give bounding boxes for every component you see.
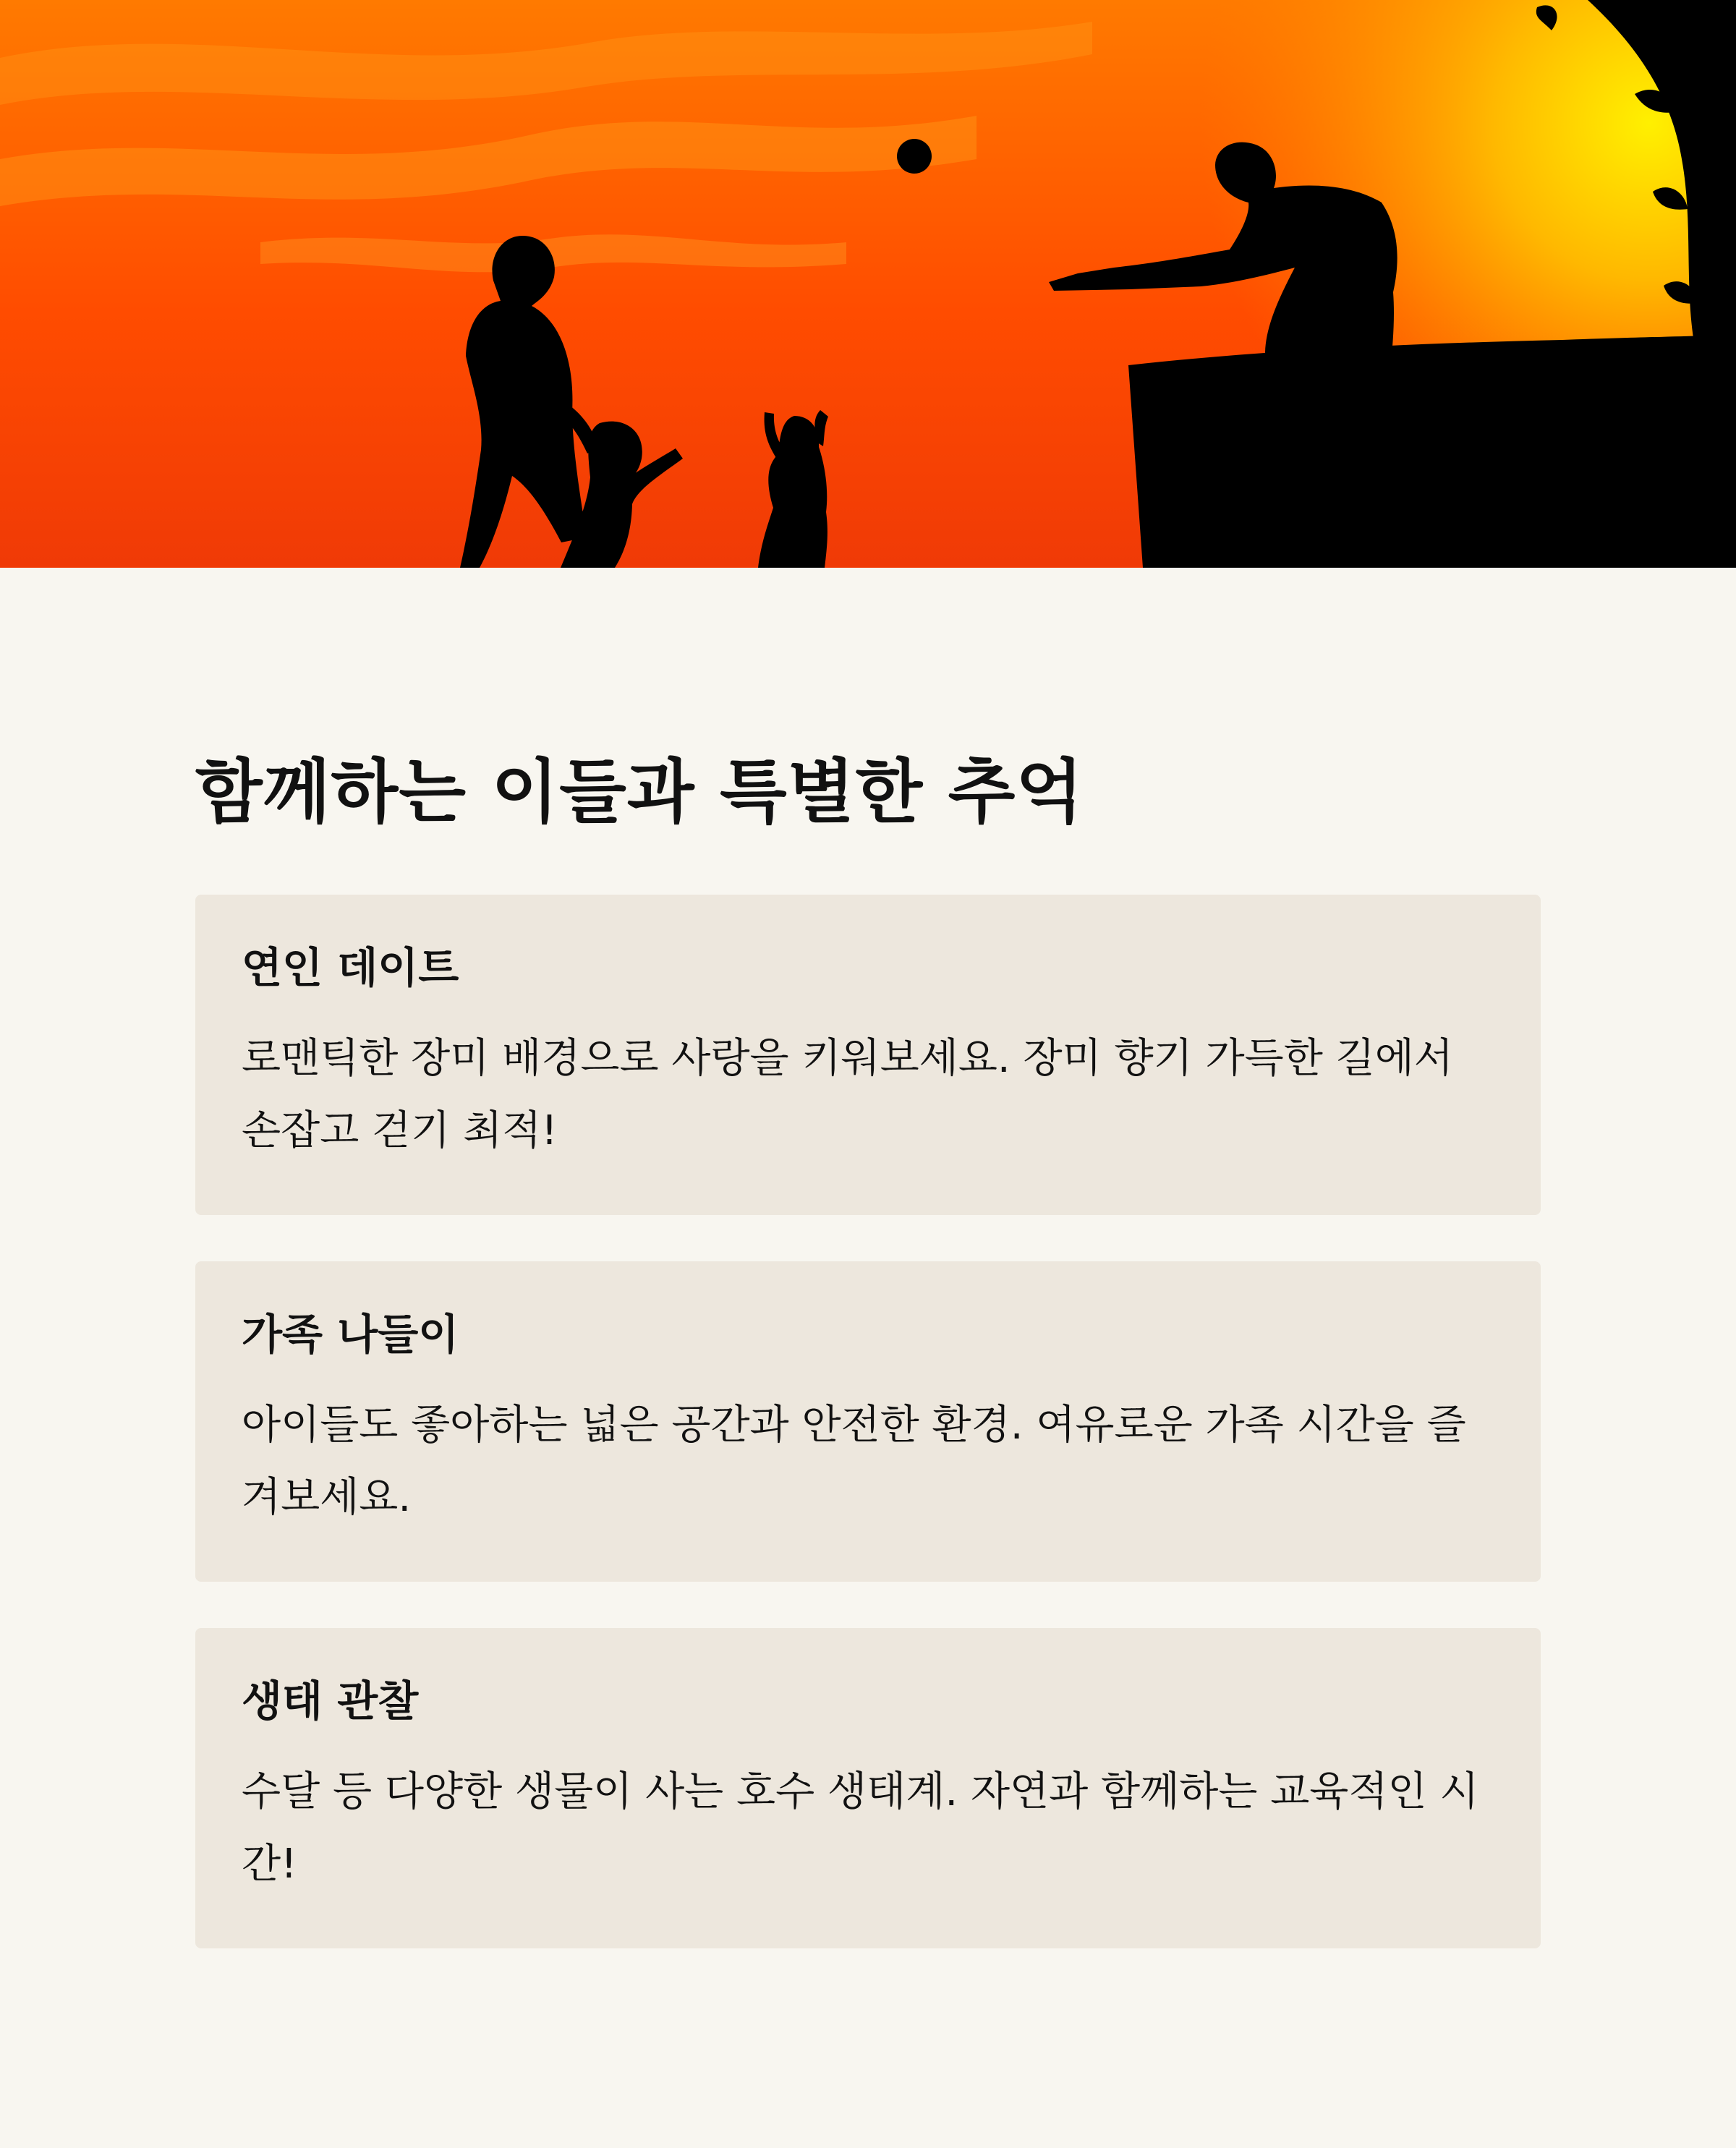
activity-card-couple-date [195,895,1541,1215]
page-title: 함께하는 이들과 특별한 추억 [195,751,1084,832]
card-title: 연인 데이트 [242,943,459,992]
hero-banner [0,0,1736,568]
card-description: 수달 등 다양한 생물이 사는 호수 생태계. 자연과 함께하는 교육적인 시간! [242,1768,1479,1888]
card-title: 가족 나들이 [242,1310,459,1359]
card-description: 아이들도 좋아하는 넓은 공간과 안전한 환경. 여유로운 가족 시간을 즐겨보세요. [242,1402,1466,1521]
activity-card-ecology-observation [195,1628,1541,1948]
activity-card-list [195,895,1541,1948]
card-description: 로맨틱한 장미 배경으로 사랑을 키워보세요. 장미 향기 가득한 길에서 손잡고 걷기 최적! [242,1035,1453,1154]
activity-card-family-outing [195,1261,1541,1582]
sunset-family-silhouette-image [0,0,1736,568]
main-content [195,749,1541,1995]
card-title: 생태 관찰 [242,1676,419,1726]
